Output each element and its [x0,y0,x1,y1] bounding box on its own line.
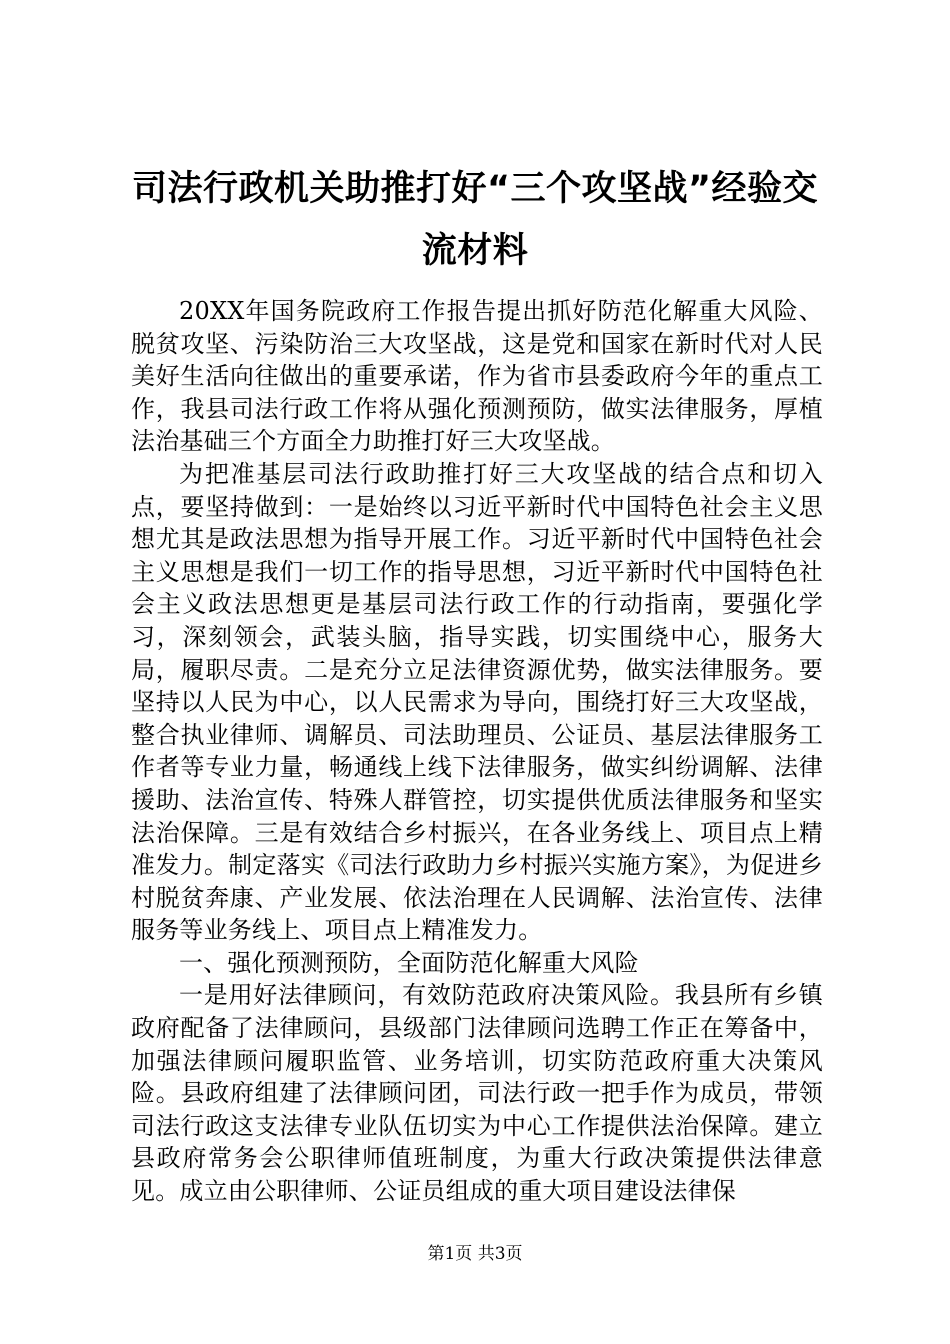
document-body [131,295,823,1208]
document-title: 司法行政机关助推打好“三个攻坚战”经验交流材料 [131,169,818,271]
paragraph-intro: 20XX年国务院政府工作报告提出抓好防范化解重大风险、脱贫攻坚、污染防治三大攻坚战，这是党和国家在新时代对人民美好生活向往做出的重要承诺，作为省市县委政府今年的重点工作，我县司法行政工作将从强化预测预防，做实法律服务，厚植法治基础三个方面全力助推打好三大攻坚战。 [131,297,823,456]
paragraph-legal-advisors: 一是用好法律顾问，有效防范政府决策风险。我县所有乡镇政府配备了法律顾问，县级部门法律顾问选聘工作正在筹备中，加强法律顾问履职监管、业务培训，切实防范政府重大决策风险。县政府组建了法律顾问团，司法行政一把手作为成员，带领司法行政这支法律专业队伍切实为中心工作提供法治保障。建立县政府常务会公职律师值班制度，为重大行政决策提供法律意见。成立由公职律师、公证员组成的重大项目建设法律保 [131,981,823,1206]
page-number-footer: 第1页 共3页 [427,1244,523,1264]
section-heading-1: 一、强化预测预防，全面防范化解重大风险 [179,948,639,977]
paragraph-principles: 为把准基层司法行政助推打好三大攻坚战的结合点和切入点，要坚持做到：一是始终以习近平新时代中国特色社会主义思想尤其是政法思想为指导开展工作。习近平新时代中国特色社会主义思想是我们一切工作的指导思想，习近平新时代中国特色社会主义政法思想更是基层司法行政工作的行动指南，要强化学习，深刻领会，武装头脑，指导实践，切实围绕中心，服务大局，履职尽责。二是充分立足法律资源优势，做实法律服务。要坚持以人民为中心，以人民需求为导向，围绕打好三大攻坚战，整合执业律师、调解员、司法助理员、公证员、基层法律服务工作者等专业力量，畅通线上线下法律服务，做实纠纷调解、法律援助、法治宣传、特殊人群管控，切实提供优质法律服务和坚实法治保障。三是有效结合乡村振兴，在各业务线上、项目点上精准发力。制定落实《司法行政助力乡村振兴实施方案》，为促进乡村脱贫奔康、产业发展、依法治理在人民调解、法治宣传、法律服务等业务线上、项目点上精准发力。 [131,459,823,945]
